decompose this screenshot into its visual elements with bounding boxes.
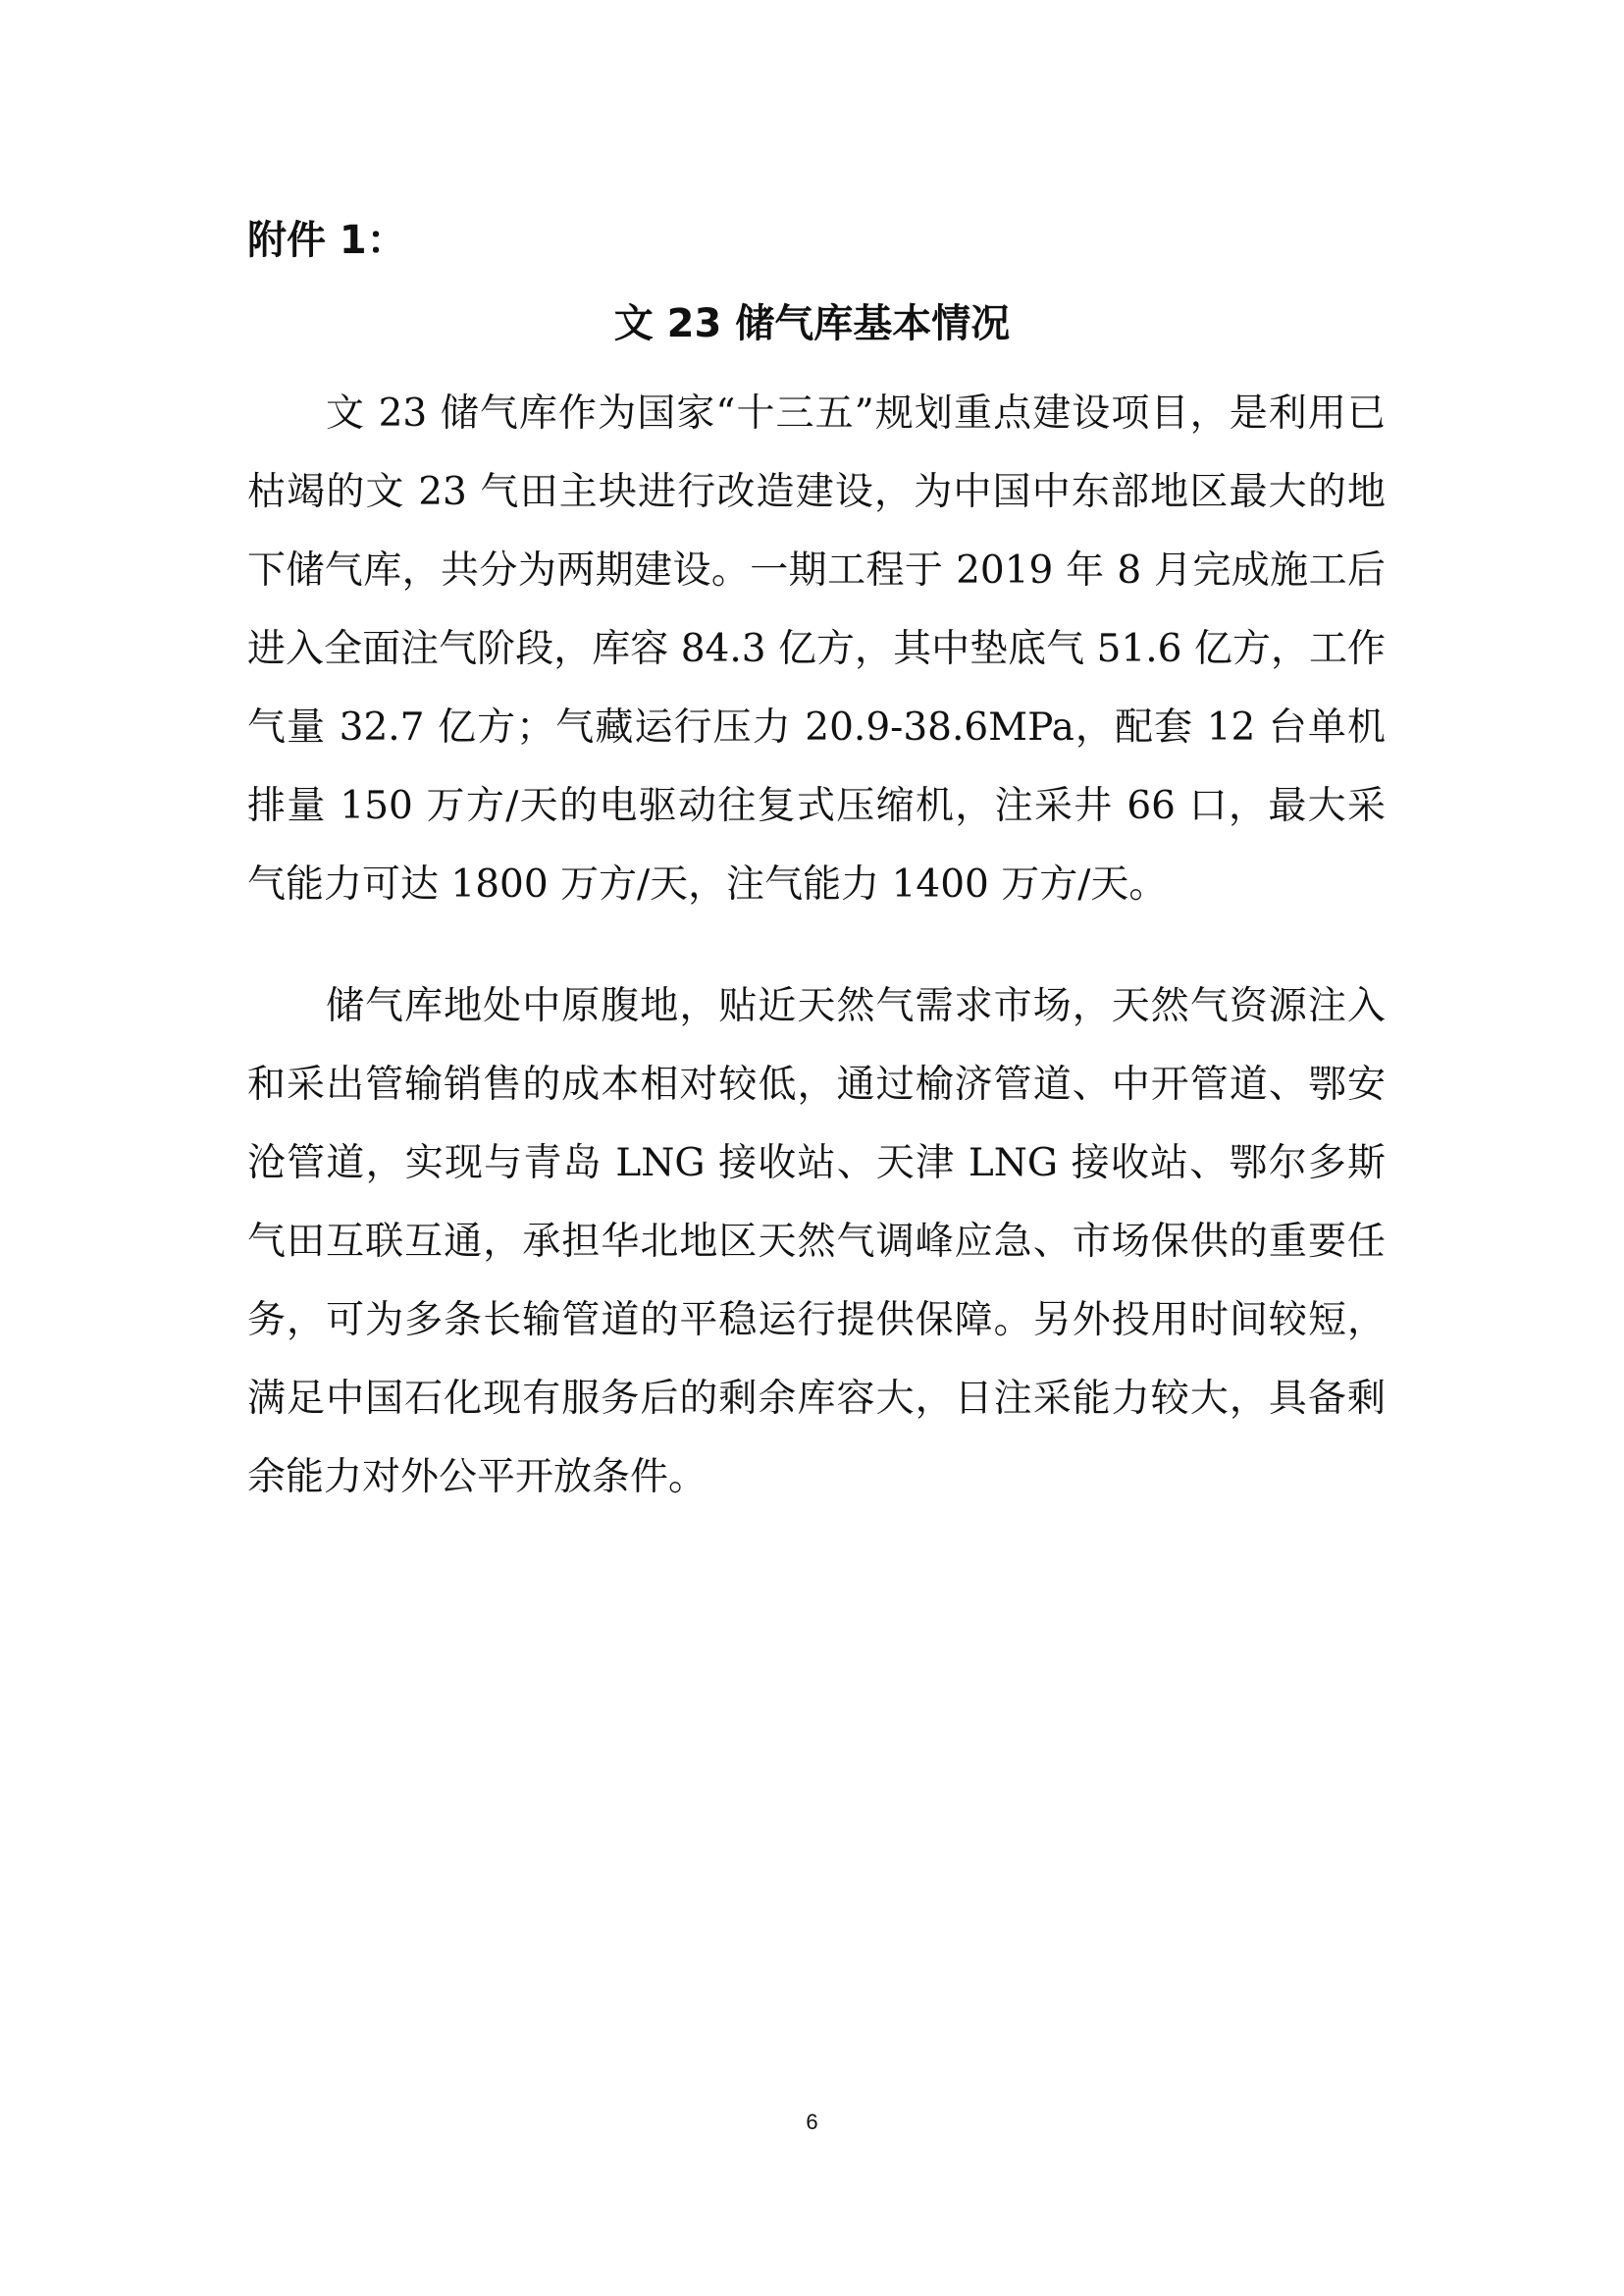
document-title: 文 23 储气库基本情况 [613, 301, 1011, 346]
page-number: 6 [806, 2110, 818, 2134]
body-paragraph: 文 23 储气库作为国家“十三五”规划重点建设项目，是利用已枯竭的文 23 气田主块进行改造建设，为中国中东部地区最大的地下储气库，共分为两期建设。一期工程于 2019 年 8 月完成施工后进入全面注气阶段，库容 84.3 亿方，其中垫底气 51.6 亿方，工作气量 32.7 亿方；气藏运行压力 20.9-38.6MPa，配套 12 台单机排量 150 万方/天的电驱动往复式压缩机，注采井 66 口，最大采气能力可达 1800 万方/天，注气能力 1400 万方/天。 [247, 391, 1386, 907]
body-paragraph: 储气库地处中原腹地，贴近天然气需求市场，天然气资源注入和采出管输销售的成本相对较低，通过榆济管道、中开管道、鄂安沧管道，实现与青岛 LNG 接收站、天津 LNG 接收站、鄂尔多斯气田互联互通，承担华北地区天然气调峰应急、市场保供的重要任务，可为多条长输管道的平稳运行提供保障。另外投用时间较短，满足中国石化现有服务后的剩余库容大，日注采能力较大，具备剩余能力对外公平开放条件。 [247, 984, 1386, 1499]
attachment-label: 附件 1： [247, 218, 406, 263]
